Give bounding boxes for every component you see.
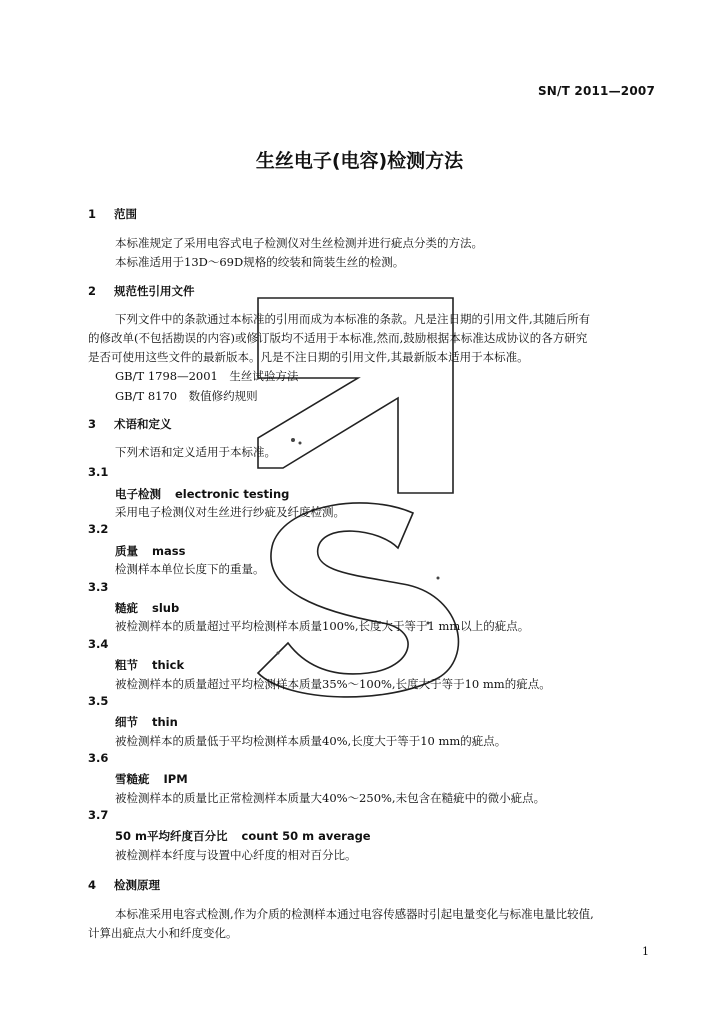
section-4-heading: 4 检测原理 [88, 878, 161, 892]
section-2-paragraph-line-2: 的修改单(不包括勘误的内容)或修订版均不适用于本标准,然而,鼓励根据本标准达成协议的各方研究 [88, 331, 588, 345]
standard-code: SN/T 2011—2007 [537, 84, 655, 98]
term-heading: 质量 mass [115, 544, 186, 558]
reference-gbt-8170: GB/T 8170 数值修约规则 [115, 389, 258, 403]
section-1-paragraph-2: 本标准适用于13D～69D规格的绞装和筒装生丝的检测。 [115, 255, 405, 269]
section-3-intro: 下列术语和定义适用于本标准。 [115, 445, 276, 459]
watermark-n-outline [258, 298, 453, 493]
reference-gbt-1798: GB/T 1798—2001 生丝试验方法 [115, 369, 299, 383]
term-definition: 被检测样本纤度与设置中心纤度的相对百分比。 [115, 848, 357, 862]
term-number: 3.6 [88, 751, 109, 765]
term-heading: 糙疵 slub [115, 601, 180, 615]
term-number: 3.3 [88, 580, 109, 594]
section-4-paragraph-line-1: 本标准采用电容式检测,作为介质的检测样本通过电容传感器时引起电量变化与标准电量比较值, [115, 907, 594, 921]
term-number: 3.5 [88, 694, 109, 708]
section-2-paragraph-line-3: 是否可使用这些文件的最新版本。凡是不注日期的引用文件,其最新版本适用于本标准。 [88, 350, 529, 364]
section-2-paragraph-line-1: 下列文件中的条款通过本标准的引用而成为本标准的条款。凡是注日期的引用文件,其随后所有 [115, 312, 591, 326]
term-definition: 被检测样本的质量低于平均检测样本质量40%,长度大于等于10 mm的疵点。 [115, 734, 507, 748]
term-number: 3.7 [88, 808, 109, 822]
term-definition: 采用电子检测仪对生丝进行纱疵及纤度检测。 [115, 505, 345, 519]
term-definition: 检测样本单位长度下的重量。 [115, 562, 265, 576]
watermark-s-outline [258, 503, 458, 697]
term-number: 3.1 [88, 465, 109, 479]
term-heading: 细节 thin [115, 715, 178, 729]
term-heading: 雪糙疵 IPM [115, 772, 188, 786]
section-4-paragraph-line-2: 计算出疵点大小和纤度变化。 [88, 926, 238, 940]
term-number: 3.2 [88, 522, 109, 536]
term-heading: 粗节 thick [115, 658, 185, 672]
term-number: 3.4 [88, 637, 109, 651]
section-3-heading: 3 术语和定义 [88, 417, 172, 431]
section-1-heading: 1 范围 [88, 207, 138, 221]
term-definition: 被检测样本的质量超过平均检测样本质量100%,长度大于等于1 mm以上的疵点。 [115, 619, 530, 633]
term-definition: 被检测样本的质量比正常检测样本质量大40%～250%,未包含在糙疵中的微小疵点。 [115, 791, 546, 805]
term-definition: 被检测样本的质量超过平均检测样本质量35%～100%,长度大于等于10 mm的疵点。 [115, 677, 551, 691]
section-1-paragraph-1: 本标准规定了采用电容式电子检测仪对生丝检测并进行疵点分类的方法。 [115, 236, 483, 250]
term-heading: 电子检测 electronic testing [115, 487, 290, 501]
term-heading: 50 m平均纤度百分比 count 50 m average [115, 829, 371, 843]
page-number: 1 [642, 945, 649, 958]
section-2-heading: 2 规范性引用文件 [88, 284, 195, 298]
document-title: 生丝电子(电容)检测方法 [255, 150, 464, 172]
